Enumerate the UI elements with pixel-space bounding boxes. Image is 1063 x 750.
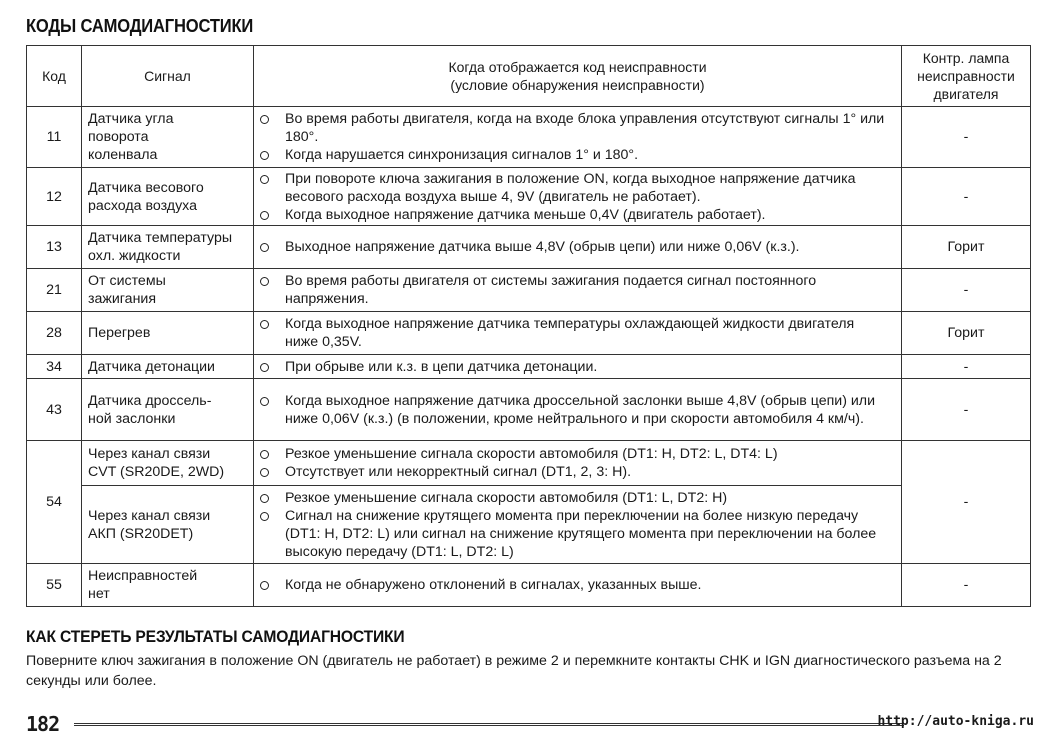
code-cell: 43 [27, 379, 82, 441]
signal-cell [82, 226, 254, 269]
circle-bullet-icon [260, 450, 269, 459]
condition-text: Когда выходное напряжение датчика дроссельной заслонки выше 4,8V (обрыв цепи) или ниже 0,06V (к.з.) (в положении, кроме нейтрального и при скорости автомобиля 4 км/ч). [285, 392, 875, 427]
code-cell: 11 [27, 107, 82, 168]
table-row [27, 564, 1031, 607]
header-code: Код [27, 46, 82, 107]
lamp-cell: - [902, 379, 1031, 441]
condition-cell [254, 226, 902, 269]
condition-item [260, 445, 891, 463]
condition-text: Выходное напряжение датчика выше 4,8V (обрыв цепи) или ниже 0,06V (к.з.). [285, 239, 800, 255]
lamp-cell: Горит [902, 312, 1031, 355]
table-row [27, 312, 1031, 355]
signal-line: расхода воздуха [88, 197, 197, 214]
circle-bullet-icon [260, 320, 269, 329]
code-cell: 54 [27, 441, 82, 564]
signal-line: Датчика весового [88, 179, 204, 196]
header-lamp-line3: двигателя [933, 86, 999, 102]
footer-url: http://auto-kniga.ru [877, 714, 1034, 729]
header-condition-line1: Когда отображается код неисправности [448, 59, 707, 75]
circle-bullet-icon [260, 277, 269, 286]
condition-cell [254, 486, 902, 564]
signal-cell [82, 379, 254, 441]
circle-bullet-icon [260, 363, 269, 372]
table-row [27, 355, 1031, 379]
condition-item [260, 507, 891, 561]
section-title-codes: КОДЫ САМОДИАГНОСТИКИ [26, 16, 254, 36]
signal-line: ной заслонки [88, 410, 176, 427]
condition-item [260, 170, 891, 206]
condition-text: Когда не обнаружено отклонений в сигналах, указанных выше. [285, 577, 702, 593]
code-cell: 55 [27, 564, 82, 607]
signal-line: Неисправностей [88, 568, 198, 584]
lamp-cell: - [902, 355, 1031, 379]
circle-bullet-icon [260, 151, 269, 160]
condition-text: Резкое уменьшение сигнала скорости автомобиля (DT1: L, DT2: H) [285, 489, 728, 506]
code-cell: 34 [27, 355, 82, 379]
condition-cell [254, 441, 902, 486]
lamp-cell: - [902, 107, 1031, 168]
header-lamp-line1: Контр. лампа [922, 50, 1010, 66]
lamp-cell: - [902, 168, 1031, 226]
signal-line: нет [88, 586, 110, 602]
condition-text: При обрыве или к.з. в цепи датчика детонации. [285, 358, 598, 375]
condition-text: Отсутствует или некорректный сигнал (DT1, 2, 3: H). [285, 464, 632, 480]
circle-bullet-icon [260, 494, 269, 503]
condition-item [260, 146, 891, 164]
signal-cell [82, 355, 254, 379]
condition-cell [254, 269, 902, 312]
header-condition [254, 46, 902, 107]
condition-cell [254, 355, 902, 379]
condition-item [260, 206, 891, 224]
circle-bullet-icon [260, 243, 269, 252]
signal-cell [82, 168, 254, 226]
condition-text: Когда выходное напряжение датчика меньше 0,4V (двигатель работает). [285, 206, 766, 223]
circle-bullet-icon [260, 581, 269, 590]
condition-item [260, 576, 891, 594]
signal-cell [82, 107, 254, 168]
signal-line: Датчика температуры охл. жидкости [88, 230, 233, 264]
signal-line: коленвала [88, 147, 158, 163]
header-signal: Сигнал [82, 46, 254, 107]
table-row [27, 107, 1031, 168]
circle-bullet-icon [260, 115, 269, 124]
circle-bullet-icon [260, 512, 269, 521]
signal-line: Датчика детонации [88, 358, 215, 375]
condition-text: Когда выходное напряжение датчика температуры охлаждающей жидкости двигателя ниже 0,35V. [285, 316, 855, 350]
circle-bullet-icon [260, 397, 269, 406]
signal-line: CVT (SR20DE, 2WD) [88, 464, 225, 480]
condition-text: Резкое уменьшение сигнала скорости автомобиля (DT1: H, DT2: L, DT4: L) [285, 446, 778, 462]
condition-cell [254, 379, 902, 441]
condition-item [260, 272, 891, 308]
condition-cell [254, 107, 902, 168]
signal-line: Перегрев [88, 325, 151, 341]
signal-line: Датчика дроссель- [88, 392, 212, 409]
diagnostic-codes-table [26, 45, 1031, 607]
condition-item [260, 110, 891, 146]
signal-line: Через канал связи [88, 507, 211, 524]
circle-bullet-icon [260, 175, 269, 184]
table-row [27, 168, 1031, 226]
header-condition-line2: (условие обнаружения неисправности) [450, 77, 705, 93]
table-row [27, 269, 1031, 312]
signal-cell [82, 312, 254, 355]
condition-text: При повороте ключа зажигания в положение ON, когда выходное напряжение датчика весового расхода воздуха выше 4, 9V (двигатель не работает). [285, 170, 856, 205]
signal-line: Через канал связи [88, 446, 211, 462]
condition-item [260, 315, 891, 351]
code-cell: 13 [27, 226, 82, 269]
condition-item [260, 392, 891, 428]
condition-item [260, 358, 891, 376]
signal-line: поворота [88, 129, 149, 145]
lamp-cell: - [902, 441, 1031, 564]
condition-cell [254, 564, 902, 607]
footer-rule [74, 723, 904, 726]
signal-line: Датчика угла [88, 111, 174, 127]
signal-cell [82, 564, 254, 607]
page-footer [26, 712, 1034, 736]
condition-text: Когда нарушается синхронизация сигналов 1° и 180°. [285, 147, 639, 163]
table-row [27, 226, 1031, 269]
table-row [27, 379, 1031, 441]
lamp-cell: - [902, 269, 1031, 312]
lamp-cell: - [902, 564, 1031, 607]
condition-cell [254, 168, 902, 226]
code-cell: 21 [27, 269, 82, 312]
reset-instructions: Поверните ключ зажигания в положение ON (двигатель не работает) в режиме 2 и перемкните контакты CHK и IGN диагностического разъема на 2 секунды или более. [26, 653, 1002, 689]
table-header-row [27, 46, 1031, 107]
signal-cell [82, 269, 254, 312]
condition-text: Во время работы двигателя, когда на входе блока управления отсутствуют сигналы 1° или 180°. [285, 111, 885, 145]
signal-line: зажигания [88, 291, 157, 307]
condition-item [260, 463, 891, 481]
page-number: 182 [26, 712, 60, 736]
code-cell: 28 [27, 312, 82, 355]
signal-line: АКП (SR20DET) [88, 525, 194, 542]
signal-line: От системы [88, 273, 166, 289]
condition-cell [254, 312, 902, 355]
condition-text: Сигнал на снижение крутящего момента при переключении на более низкую передачу (DT1: H, DT2: L) или сигнал на снижение крутящего момента при переключении на более высокую передачу (DT1: L, DT2: L) [285, 507, 877, 560]
code-cell: 12 [27, 168, 82, 226]
section-title-reset: КАК СТЕРЕТЬ РЕЗУЛЬТАТЫ САМОДИАГНОСТИКИ [26, 627, 405, 646]
lamp-cell: Горит [902, 226, 1031, 269]
header-lamp-line2: неисправности [917, 68, 1015, 84]
condition-text: Во время работы двигателя от системы зажигания подается сигнал постоянного напряжения. [285, 273, 817, 307]
table-row [27, 441, 1031, 486]
circle-bullet-icon [260, 468, 269, 477]
table-row [27, 486, 1031, 564]
signal-cell [82, 486, 254, 564]
condition-item [260, 238, 891, 256]
condition-item [260, 489, 891, 507]
signal-cell [82, 441, 254, 486]
circle-bullet-icon [260, 211, 269, 220]
header-lamp [902, 46, 1031, 107]
